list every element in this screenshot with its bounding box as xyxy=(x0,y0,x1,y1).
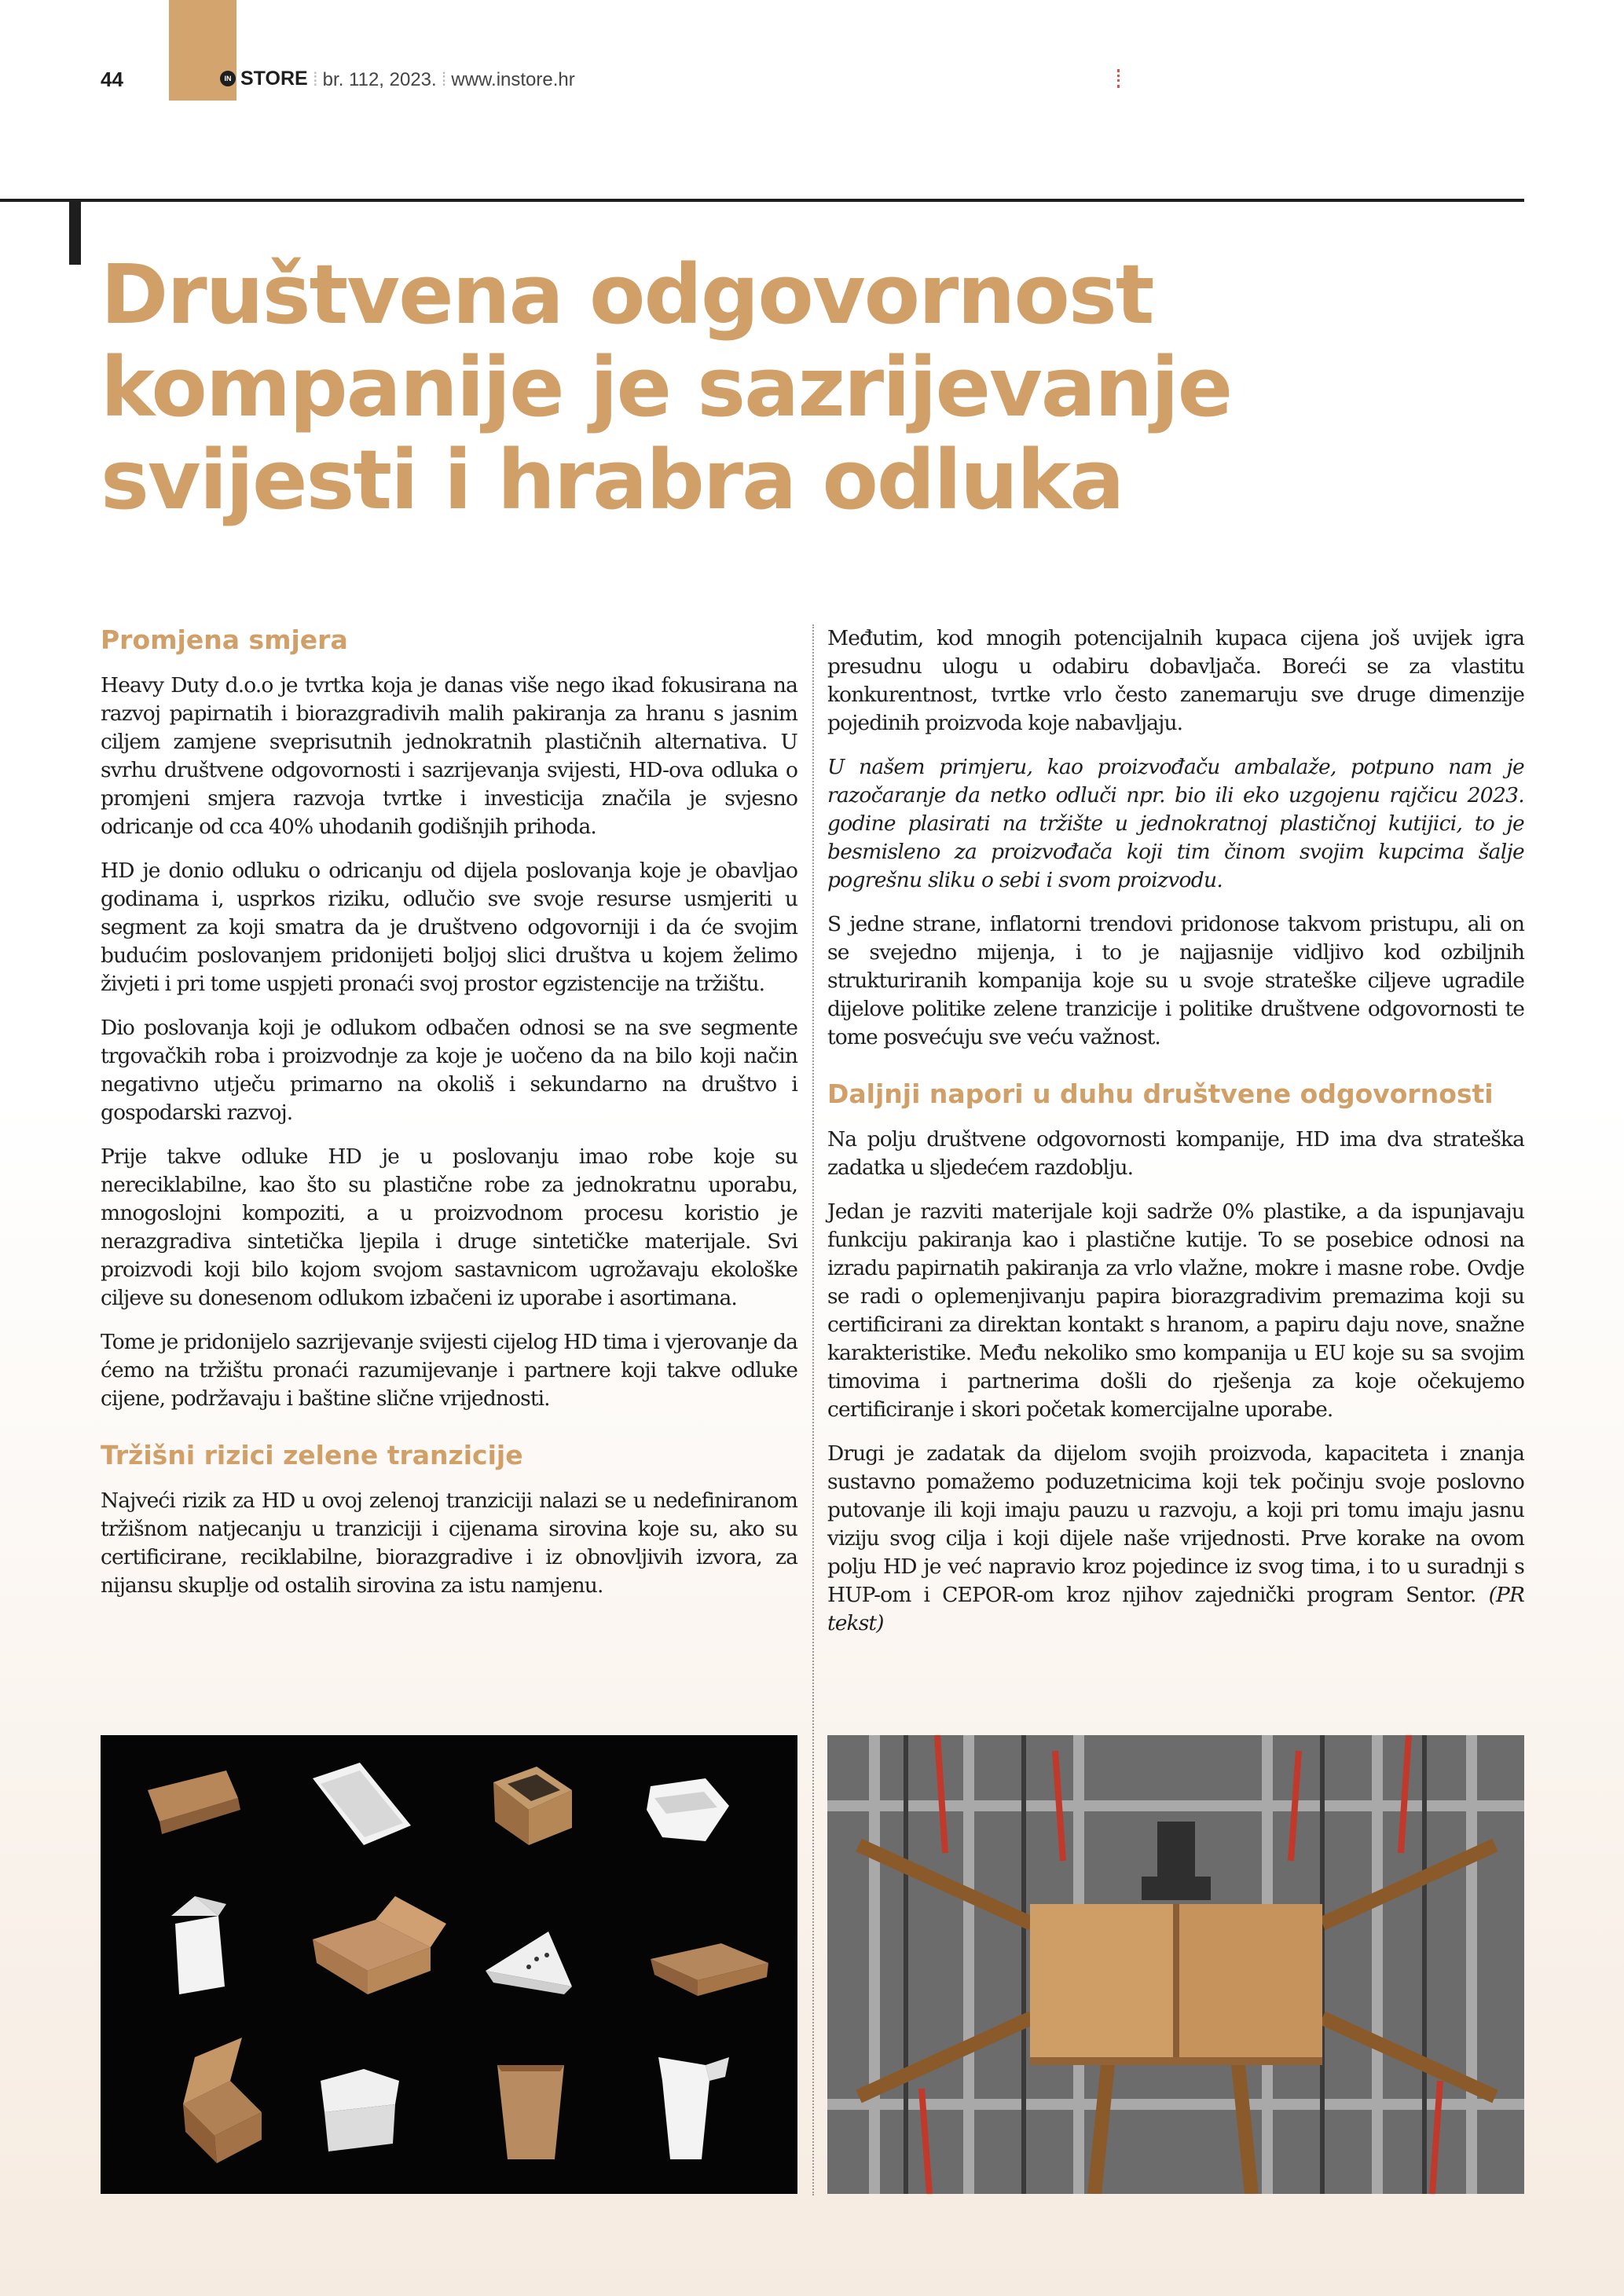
brand-name: STORE xyxy=(240,68,308,90)
title-line: svijesti i hrabra odluka xyxy=(101,432,1124,528)
paragraph: Međutim, kod mnogih potencijalnih kupaca cijena još uvijek igra presudnu ulogu u odabiru dobavljača. Boreći se za vlastitu konkurentnost, tvrtke vrlo često zanemaruju sve druge dimenzije pojedinih proizvoda koje nabavljaju. xyxy=(827,626,1524,735)
right-column xyxy=(827,624,1524,1653)
issue-info xyxy=(308,69,575,91)
title-marker xyxy=(69,202,81,265)
title-line: kompanije je sazrijevanje xyxy=(101,339,1232,435)
kraft-box xyxy=(1030,1904,1322,2065)
page-header xyxy=(0,0,1624,101)
paragraph: Jedan je razviti materijale koji sadrže 0% plastike, a da ispunjavaju funkciju pakiranja kao i plastične kutije. To se posebice odnosi na izradu papirnatih pakiranja za vrlo vlažne, mokre i masne robe. Ovdje se radi o oplemenjivanju papira biorazgradivim premazima koji su certificirani za direktan kontakt s hranom, a papiru daju nove, snažne karakteristike. Među nekoliko smo kompanija u EU koje su sa svojim timovima i partnerima došli do rješenja za koje očekujemo certificiranje i skori početak komercijalne uporabe. xyxy=(827,1199,1524,1422)
title-line: Društvena odgovornost xyxy=(101,247,1153,342)
white-burger-box-icon xyxy=(321,2069,399,2151)
paragraph xyxy=(827,1440,1524,1638)
paragraph: S jedne strane, inflatorni trendovi pridonose takvom pristupu, ali on se svejedno mijenja, i to je najjasnije vidljivo kod ozbiljnih strukturiranih kompanija koje su u svoje strateške ciljeve ugradile dijelove politike zelene tranzicije i politike društvene odgovornosti te tome posvećuju sve veću važnost. xyxy=(827,912,1524,1049)
paragraph: HD je donio odluku o odricanju od dijela poslovanja koje je obavljao godinama i, usprkos riziku, odlučio sve svoje resurse usmjeriti u segment za koji smatra da je društveno odgovorniji i da će svojim budućim poslovanjem pridonijeti boljoj slici društva u kojem želimo živjeti i pri tome uspjeti pronaći svoj prostor egzistencije na tržištu. xyxy=(101,859,797,996)
paragraph: Dio poslovanja koji je odlukom odbačen odnosi se na sve segmente trgovačkih roba i proizvodnje za koje je uočeno da na bilo koji način negativno utječu primarno na okoliš i sekundarno na društvo i gospodarski razvoj. xyxy=(101,1016,797,1125)
pr-tag: (PR tekst) xyxy=(827,1583,1524,1635)
machine-illustration xyxy=(827,1735,1524,2194)
left-column xyxy=(101,624,797,1616)
paragraph: Najveći rizik za HD u ovoj zelenoj tranziciji nalazi se u nedefiniranom tržišnom natjecanju u tranziciji i cijenama sirovina koje su, ako su certificirane, reciklabilne, biorazgradive i iz obnovljivih izvora, za nijansu skuplje od ostalih sirovina za istu namjenu. xyxy=(101,1489,797,1598)
column-divider xyxy=(812,624,814,2195)
section-heading: Promjena smjera xyxy=(101,624,348,655)
page-number: 44 xyxy=(101,68,123,91)
paragraph: Na polju društvene odgovornosti kompanije, HD ima dva strateška zadatka u sljedećem razdoblju. xyxy=(827,1127,1524,1180)
header-dotted-marker xyxy=(1117,69,1120,88)
top-rule xyxy=(0,199,1524,202)
packaging-products-photo xyxy=(101,1735,797,2194)
pull-quote: U našem primjeru, kao proizvođaču ambalaže, potpuno nam je razočaranje da netko odluči npr. bio ili eko uzgojenu rajčicu 2023. godine plasirati na tržište u jednokratnoj plastičnoj kutijici, to je besmisleno za proizvođača koji tim činom svojim kupcima šalje pogrešnu sliku o sebi i svom proizvodu. xyxy=(827,755,1524,892)
section-heading: Daljnji napori u duhu društvene odgovornosti xyxy=(827,1078,1494,1109)
paragraph: Tome je pridonijelo sazrijevanje svijesti cijelog HD tima i vjerovanje da ćemo na tržištu pronaći razumijevanje i partnere koji takve odluke cijene, podržavaju i baštine slične vrijednosti. xyxy=(101,1330,798,1411)
kraft-cone-cup-icon xyxy=(497,2065,564,2159)
site-url[interactable]: www.instore.hr xyxy=(451,69,575,90)
paragraph: Heavy Duty d.o.o je tvrtka koja je danas više nego ikad fokusirana na razvoj papirnatih i biorazgradivih malih pakiranja za hranu s jasnim ciljem zamjene sveprisutnih jednokratnih plastičnih alternativa. U svrhu društvene odgovornosti i sazrijevanja svijesti, HD-ova odluka o promjeni smjera razvoja tvrtke i investicija značila je svjesno odricanje od cca 40% uhodanih godišnjih prihoda. xyxy=(101,673,797,839)
issue-number: br. 112, 2023. xyxy=(322,69,437,90)
box-forming-machine-photo xyxy=(827,1735,1524,2194)
instore-logo-icon: IN xyxy=(220,71,236,86)
packaging-illustration xyxy=(101,1735,797,2194)
article-title xyxy=(101,248,1436,526)
section-heading: Tržišni rizici zelene tranzicije xyxy=(101,1440,523,1470)
separator: ⁞ xyxy=(313,69,318,90)
paragraph: Prije takve odluke HD je u poslovanju imao robe koje su nereciklabilne, kao što su plastične robe za jednokratnu uporabu, mnogoslojni kompoziti, a u proizvodnom procesu koristio je nerazgradiva sintetička ljepila i druge sintetičke materijale. Svi proizvodi koji bilo kojom svojom sastavnicom ugrožavaju ekološke ciljeve su donesenom odlukom izbačeni iz uporabe i asortimana. xyxy=(101,1144,797,1310)
white-noodle-box-icon xyxy=(171,1896,226,1994)
separator: ⁞ xyxy=(441,69,447,90)
paragraph-text: Drugi je zadatak da dijelom svojih proizvoda, kapaciteta i znanja sustavno pomažemo poduzetnicima koji tek počinju svoje poslovno putovanje ili koji imaju pauzu u razvoju, a koji pri tomu imaju jasnu viziju svog cilja i koji dijele naše vrijednosti. Prve korake na ovom polju HD je već napravio kroz pojedince iz svog tima, i to u suradnji s HUP-om i CEPOR-om kroz njihov zajednički program Sentor. xyxy=(827,1441,1524,1607)
